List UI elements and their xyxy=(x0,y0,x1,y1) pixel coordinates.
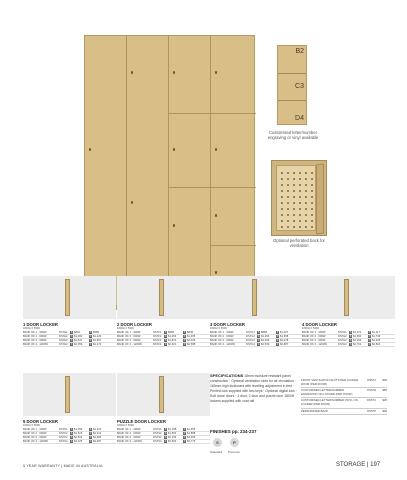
premium-badge: P xyxy=(89,334,92,338)
standard-badge: S xyxy=(257,338,260,342)
bank-size: BANK OF 1 - 300W xyxy=(117,331,141,334)
standard-badge: S xyxy=(70,338,73,342)
bank-size: BANK OF 1 - 300W xyxy=(117,428,141,431)
bank-size: BANK OF 2 - 600W xyxy=(210,335,234,338)
standard-price: $3,225 xyxy=(74,440,83,444)
price-row xyxy=(117,440,210,444)
product-code: DS7G4 xyxy=(246,343,255,346)
premium-badge: P xyxy=(89,330,92,334)
price-table xyxy=(117,428,210,444)
accessory-name: CUSTOMISED LETTER/NUMBER VINYL ON LOCKER (PER DOOR) xyxy=(301,398,358,406)
premium-badge: P xyxy=(276,330,279,334)
product-code: DS7H1 xyxy=(338,331,347,334)
product-code: DS7H2 xyxy=(338,335,347,338)
finishes-title: FINISHES pp. 234-237 xyxy=(210,429,257,434)
swatch-label: B2 xyxy=(295,48,304,55)
standard-badge: S xyxy=(164,338,167,342)
premium-badge: P xyxy=(368,334,371,338)
bank-size: BANK OF 2 - 600W xyxy=(302,335,326,338)
bank-size: BANK OF 2 - 600W xyxy=(117,432,141,435)
standard-badge: S xyxy=(257,334,260,338)
product-title: 1 DOOR LOCKER xyxy=(23,322,58,327)
standard-badge: S xyxy=(70,435,73,439)
premium-price: $2,824 xyxy=(372,343,381,347)
price-table xyxy=(117,331,210,347)
product-image-puzzle-door xyxy=(117,373,210,416)
premium-badge: P xyxy=(183,338,186,342)
product-image-2-door xyxy=(117,276,210,319)
product-dimensions: 1800H X 500D xyxy=(23,424,41,427)
product-code: DS7F2 xyxy=(153,335,162,338)
bank-size: BANK OF 3 - 900W xyxy=(23,339,47,342)
standard-price: $2,563 xyxy=(74,436,83,440)
product-code: DS7K1 xyxy=(59,428,68,431)
premium-price: $2,078 xyxy=(280,339,289,343)
premium-price: $2,025 xyxy=(187,339,196,343)
premium-badge: P xyxy=(368,338,371,342)
premium-price: $1,667 xyxy=(93,339,102,343)
premium-price: $2,272 xyxy=(93,343,102,347)
premium-badge: P xyxy=(276,342,279,346)
finish-premium-label: Premium xyxy=(228,450,241,454)
finish-standard-label: Standard xyxy=(210,450,223,454)
standard-badge: S xyxy=(349,338,352,342)
premium-price: $2,588 xyxy=(187,343,196,347)
standard-price: $1,496 xyxy=(261,335,270,339)
standard-price: $2,265 xyxy=(353,339,362,343)
price-table xyxy=(23,331,116,347)
perforated-back-image xyxy=(271,160,327,236)
premium-badge: P xyxy=(183,342,186,346)
accessory-price: $35 xyxy=(382,378,387,382)
finish-standard-chip: S xyxy=(213,438,222,447)
product-code: DS7E2 xyxy=(59,335,68,338)
standard-badge: S xyxy=(349,330,352,334)
standard-badge: S xyxy=(164,431,167,435)
accessory-code: DS57V xyxy=(367,378,377,382)
premium-price: $1,888 xyxy=(187,432,196,436)
product-title: PUZZLE DOOR LOCKER xyxy=(117,419,166,424)
product-code: DS7S4 xyxy=(153,440,162,443)
accessory-price: $48 xyxy=(382,408,387,413)
standard-price: $2,663 xyxy=(168,440,177,444)
accessory-name: FRONT VENTILATION SLOTS PER LOCKER DOOR (PER DOOR) xyxy=(301,378,359,386)
standard-price: $1,563 xyxy=(168,432,177,436)
bank-size: BANK OF 3 - 900W xyxy=(117,339,141,342)
premium-price: $2,779 xyxy=(187,440,196,444)
bank-size: BANK OF 4 - 1200W xyxy=(210,343,235,346)
accessory-price: $65 xyxy=(382,388,387,393)
standard-price: $2,059 xyxy=(74,343,83,347)
accessory-price: $25 xyxy=(382,398,387,403)
product-code: DS7F4 xyxy=(153,343,162,346)
price-row xyxy=(117,343,210,347)
engraving-swatch-image xyxy=(277,45,307,125)
premium-price: $1,355 xyxy=(187,428,196,432)
product-dimensions: 1800H X 500D xyxy=(117,424,135,427)
premium-badge: P xyxy=(183,439,186,443)
standard-price: $2,549 xyxy=(261,343,270,347)
price-table xyxy=(302,331,395,347)
product-code: DS7E4 xyxy=(59,343,68,346)
premium-badge: P xyxy=(89,439,92,443)
standard-badge: S xyxy=(164,427,167,431)
product-code: DS7H3 xyxy=(338,339,347,342)
locker-bank-image xyxy=(84,35,255,306)
product-code: DS7S1 xyxy=(153,428,162,431)
product-dimensions: 1800H X 500D xyxy=(302,327,320,330)
premium-price: $1,117 xyxy=(372,331,381,335)
product-title: 3 DOOR LOCKER xyxy=(210,322,245,327)
product-dimensions: 1800H X 500D xyxy=(210,327,228,330)
premium-badge: P xyxy=(183,435,186,439)
standard-price: $686 xyxy=(168,331,174,335)
accessory-row xyxy=(301,388,387,398)
standard-price: $602 xyxy=(74,331,80,335)
premium-badge: P xyxy=(183,330,186,334)
premium-badge: P xyxy=(89,435,92,439)
product-dimensions: 1800H X 500D xyxy=(117,327,135,330)
premium-price: $689 xyxy=(93,331,99,335)
bank-size: BANK OF 2 - 600W xyxy=(23,432,47,435)
premium-price: $1,122 xyxy=(93,428,102,432)
standard-badge: S xyxy=(70,431,73,435)
product-code: DS7K4 xyxy=(59,440,68,443)
product-image-3-door xyxy=(210,276,303,319)
premium-badge: P xyxy=(183,334,186,338)
swatch-label: C3 xyxy=(295,83,304,90)
premium-badge: P xyxy=(368,330,371,334)
product-code: DS7S3 xyxy=(153,436,162,439)
bank-size: BANK OF 1 - 300W xyxy=(23,428,47,431)
bank-size: BANK OF 1 - 300W xyxy=(210,331,234,334)
finish-premium-chip: P xyxy=(230,438,239,447)
premium-price: $848 xyxy=(187,331,193,335)
standard-price: $1,074 xyxy=(353,331,362,335)
premium-price: $1,658 xyxy=(280,335,289,339)
footer-page-label: STORAGE | 197 xyxy=(336,462,381,468)
product-code: DS7E1 xyxy=(59,331,68,334)
product-title: 5 DOOR LOCKER xyxy=(23,419,58,424)
product-code: DS7E3 xyxy=(59,339,68,342)
product-image-4-door xyxy=(302,276,395,319)
premium-price: $1,027 xyxy=(280,331,289,335)
premium-price: $2,012 xyxy=(93,432,102,436)
standard-price: $1,453 xyxy=(168,335,177,339)
premium-badge: P xyxy=(276,334,279,338)
standard-price: $1,099 xyxy=(74,335,83,339)
product-code: DS7S2 xyxy=(153,432,162,435)
accessory-name: CUSTOMISED LETTER/NUMBER ENGRAVING ON LOCKER (PER DOOR) xyxy=(301,388,353,396)
bank-size: BANK OF 3 - 900W xyxy=(117,436,141,439)
premium-badge: P xyxy=(276,338,279,342)
footer-warranty: 5 YEAR WARRANTY | MADE IN AUSTRALIA xyxy=(23,464,103,468)
bank-size: BANK OF 4 - 1200W xyxy=(302,343,327,346)
price-table xyxy=(23,428,116,444)
standard-badge: S xyxy=(349,342,352,346)
spec-text: 18mm moisture resistant panel construction · Optional ventilation slots for air circulation · 160mm high kickboard with levelling adjustment in feet · Printed lock supplied with two keys · Optional digital lock · Soft close doors · 1 door, 2 door and puzzle door 1800H lockers supplied with coat rail xyxy=(210,374,297,403)
engraving-caption: Customised letter/number engraving or vinyl available xyxy=(267,130,319,140)
bank-size: BANK OF 1 - 300W xyxy=(23,331,47,334)
product-code: DS7H4 xyxy=(338,343,347,346)
bank-size: BANK OF 4 - 1200W xyxy=(23,440,48,443)
price-row xyxy=(23,343,116,347)
bank-size: BANK OF 3 - 900W xyxy=(302,339,326,342)
specifications xyxy=(210,373,298,404)
standard-badge: S xyxy=(164,435,167,439)
accessory-row xyxy=(301,378,387,388)
standard-price: $1,059 xyxy=(74,428,83,432)
product-code: DS7F1 xyxy=(153,331,162,334)
product-dimensions: 1800H X 500D xyxy=(23,327,41,330)
premium-badge: P xyxy=(183,431,186,435)
standard-badge: S xyxy=(70,439,73,443)
product-title: 4 DOOR LOCKER xyxy=(302,322,337,327)
product-code: DS7K3 xyxy=(59,436,68,439)
product-code: DS7K2 xyxy=(59,432,68,435)
premium-badge: P xyxy=(89,427,92,431)
price-row xyxy=(210,343,303,347)
premium-price: $1,465 xyxy=(187,335,196,339)
standard-badge: S xyxy=(70,330,73,334)
bank-size: BANK OF 2 - 600W xyxy=(117,335,141,338)
bank-size: BANK OF 4 - 1200W xyxy=(117,343,142,346)
premium-badge: P xyxy=(89,342,92,346)
product-image-5-door xyxy=(23,373,116,416)
swatch-label: D4 xyxy=(295,115,304,122)
premium-price: $2,687 xyxy=(280,343,289,347)
premium-price: $3,387 xyxy=(93,440,102,444)
product-code: DS7G3 xyxy=(246,339,255,342)
standard-price: $2,008 xyxy=(261,339,270,343)
premium-price: $2,305 xyxy=(372,339,381,343)
standard-badge: S xyxy=(70,342,73,346)
standard-badge: S xyxy=(164,334,167,338)
standard-price: $1,874 xyxy=(168,339,177,343)
standard-price: $2,702 xyxy=(353,343,362,347)
accessories-table xyxy=(301,378,387,415)
product-title: 2 DOOR LOCKER xyxy=(117,322,152,327)
perforated-caption: Optional perforated back for ventilation xyxy=(273,238,325,248)
standard-badge: S xyxy=(70,334,73,338)
price-row xyxy=(302,343,395,347)
accessory-row xyxy=(301,398,387,408)
bank-size: BANK OF 4 - 1200W xyxy=(23,343,48,346)
standard-price: $2,321 xyxy=(168,343,177,347)
standard-price: $868 xyxy=(261,331,267,335)
standard-badge: S xyxy=(164,439,167,443)
bank-size: BANK OF 2 - 600W xyxy=(23,335,47,338)
standard-price: $1,547 xyxy=(74,339,83,343)
standard-price: $1,623 xyxy=(74,432,83,436)
accessory-row xyxy=(301,409,387,416)
standard-price: $1,168 xyxy=(168,428,177,432)
standard-price: $2,156 xyxy=(168,436,177,440)
standard-badge: S xyxy=(164,342,167,346)
accessory-name: PERFORATED BACK xyxy=(301,408,329,413)
spec-heading: SPECIFICATIONS xyxy=(210,373,244,378)
premium-price: $2,684 xyxy=(93,436,102,440)
bank-size: BANK OF 3 - 900W xyxy=(210,339,234,342)
price-table xyxy=(210,331,303,347)
premium-price: $2,368 xyxy=(187,436,196,440)
accessory-code: DS57P xyxy=(367,408,377,413)
premium-badge: P xyxy=(183,427,186,431)
standard-badge: S xyxy=(349,334,352,338)
accessory-code: DS57C xyxy=(367,398,377,403)
premium-price: $1,736 xyxy=(372,335,381,339)
product-code: DS7G2 xyxy=(246,335,255,338)
standard-badge: S xyxy=(70,427,73,431)
standard-badge: S xyxy=(164,330,167,334)
product-image-1-door xyxy=(23,276,116,319)
premium-price: $1,229 xyxy=(93,335,102,339)
standard-price: $1,660 xyxy=(353,335,362,339)
bank-size: BANK OF 3 - 900W xyxy=(23,436,47,439)
product-code: DS7G1 xyxy=(246,331,255,334)
premium-badge: P xyxy=(368,342,371,346)
standard-badge: S xyxy=(257,330,260,334)
premium-badge: P xyxy=(89,431,92,435)
bank-size: BANK OF 1 - 300W xyxy=(302,331,326,334)
accessory-code: DS57E xyxy=(367,388,377,393)
standard-badge: S xyxy=(257,342,260,346)
bank-size: BANK OF 4 - 1200W xyxy=(117,440,142,443)
product-code: DS7F3 xyxy=(153,339,162,342)
premium-badge: P xyxy=(89,338,92,342)
price-row xyxy=(23,440,116,444)
